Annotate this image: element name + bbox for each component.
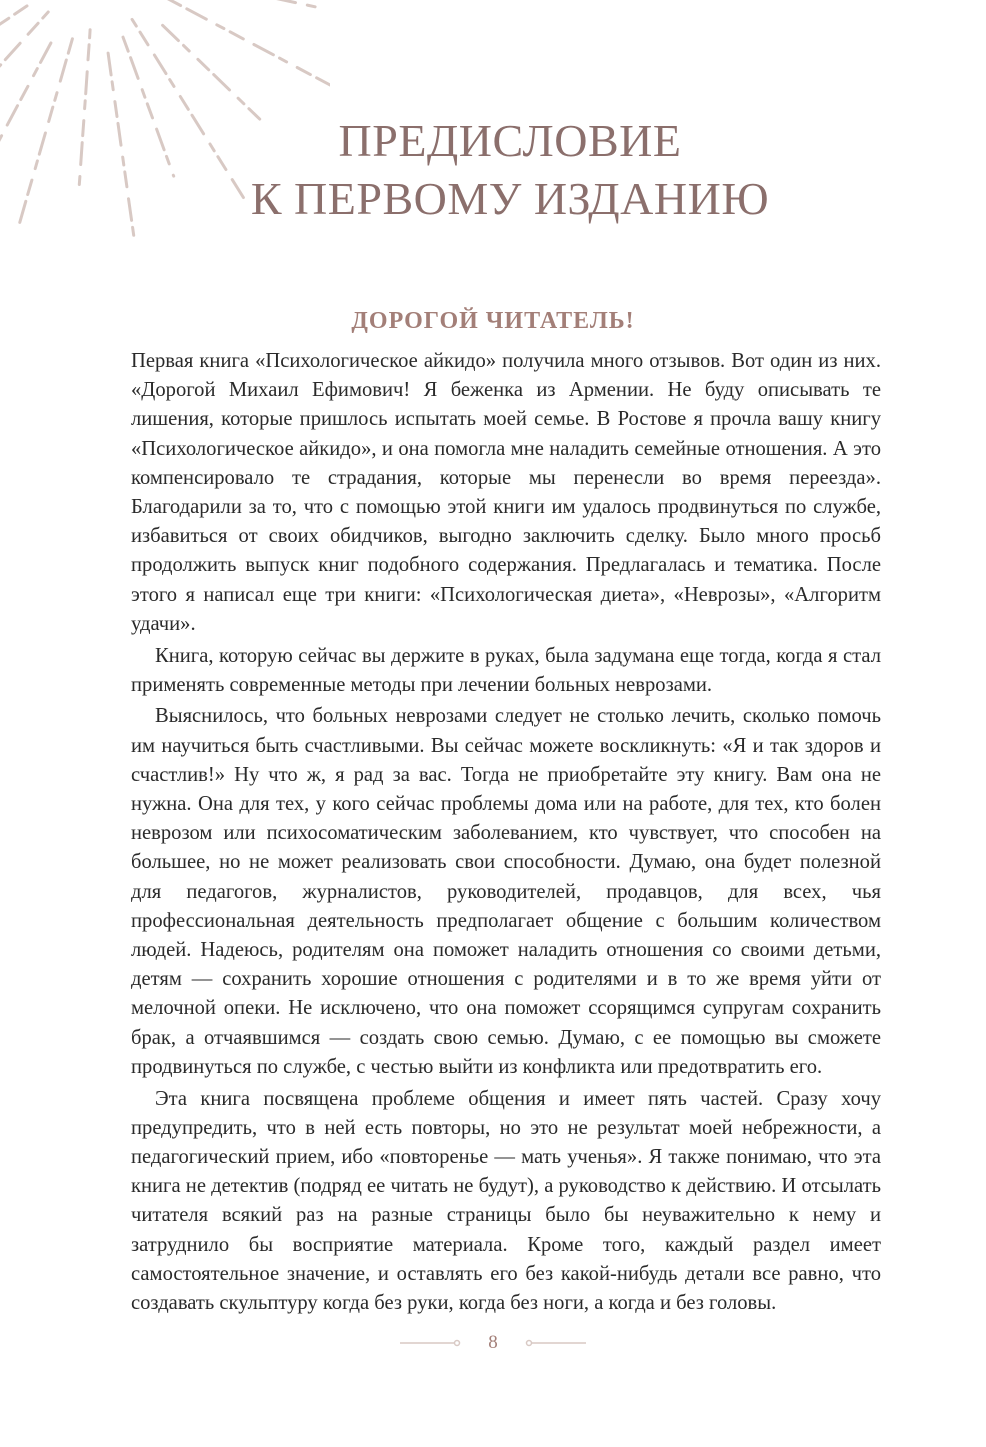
ray-dash — [280, 58, 287, 62]
ray-dash — [154, 55, 166, 74]
ray-dash — [0, 136, 2, 143]
ray-dash — [118, 123, 121, 145]
ray-dash — [41, 43, 51, 62]
ray-dash — [28, 23, 38, 34]
ray-dash — [274, 0, 296, 3]
ray-dash — [43, 12, 48, 18]
ray-dash — [55, 93, 57, 101]
ray-dash — [90, 30, 91, 38]
ray-dash — [132, 19, 136, 26]
footer-ornament-right — [524, 1338, 588, 1348]
ray-dash — [123, 37, 128, 51]
ray-dash — [184, 45, 190, 51]
chapter-title — [200, 112, 820, 228]
ray-dash — [238, 98, 244, 104]
ray-dash — [131, 58, 139, 79]
ray-dash — [254, 45, 274, 55]
ray-dash — [157, 129, 165, 150]
ray-dash — [170, 80, 174, 87]
ray-dash — [129, 199, 132, 221]
ray-dash — [123, 157, 124, 165]
ray-dash — [125, 172, 127, 187]
page-number: 8 — [488, 1332, 498, 1353]
ray-dash — [35, 161, 37, 169]
ray-dash — [317, 78, 330, 88]
paragraph-3: Выяснилось, что больных неврозами следует не столько лечить, сколько помочь им научиться быть счастливыми. Вы сейчас можете воскликнуть: «Я и так здоров и счастлив!» Ну что ж, я рад за вас. Тогда не приобретайте эту книгу. Вам она не нужна. Она для тех, у кого сейчас проблемы дома или на работе, для тех, кто болен неврозом или психосоматическим заболеванием, кто чувствует, что способен на большее, но не может реализовать свои способности. Думаю, она будет полезной для педагогов, журналистов, руководителей, продавцов, для всех, чья профессиональная деятельность предполагает общение с большим количеством людей. Надеюсь, родителям она поможет наладить отношения со своими детьми, детям — сохранить хорошие отношения с родителями и в то же время уйти от мелочной опеки. Не исключено, что она поможет ссорящимся супругам сохранить брак, а отчаявшимся — создать свою семью. Думаю, с ее помощью вы сможете продвинуться по службе, с честью выйти из конфликта или предотвратить его. — [131, 705, 881, 1078]
chapter-title-line-2: К ПЕРВОМУ ИЗДАНИЮ — [250, 173, 770, 224]
ray-dash — [49, 107, 53, 121]
ray-dash — [297, 68, 310, 75]
ray-dash — [15, 6, 27, 14]
ray-dash — [85, 101, 86, 109]
footer-ornament-left — [398, 1338, 462, 1348]
ray-dash — [167, 156, 170, 164]
page-footer — [0, 1332, 986, 1354]
ray-dash — [108, 53, 111, 75]
ray-dash — [180, 97, 188, 110]
ray-dash — [230, 32, 243, 39]
ray-dash — [147, 104, 152, 118]
section-subtitle: ДОРОГОЙ ЧИТАТЕЛЬ! — [351, 308, 635, 334]
ray-dash — [20, 201, 26, 222]
paragraph-1: Первая книга «Психологическое айкидо» получила много отзывов. Вот один из них. «Дорогой Михаил Ефимович! Я беженка из Армении. Не буду описывать те лишения, которые пришлось испытать моей семье. В Ростове я прочла вашу книгу «Психологическое айкидо», и она помогла мне наладить семейные отношения. А это компенсировало те страдания, которые мы перенесли во время переезда». Благодарили за то, что с помощью этой книги им удалось продвинуться по службе, избавиться от своих обидчиков, выгодно заключить сделку. Было много просьб продолжить выпуск книг подобного содержания. Предлагалась и тематика. После этого я написал еще три книги: «Психологическая диета», «Неврозы», «Алгоритм удачи». — [131, 350, 881, 635]
ray-dash — [81, 143, 83, 165]
ray-dash — [115, 102, 117, 117]
paragraph-2: Книга, которую сейчас вы держите в руках, была задумана еще тогда, когда я стал применять современные методы при лечении больных неврозами. — [131, 644, 881, 696]
ray-dash — [34, 69, 38, 76]
ray-dash — [28, 180, 32, 194]
paragraph-4: Эта книга посвящена проблеме общения и имеет пять частей. Сразу хочу предупредить, что в ней есть повторы, но это не результат моей небрежности, а педагогический прием, ибо «повторенье — мать ученья». Я также понимаю, что эта книга не детектив (подряд ее читать не будут), а руководство к действию. И отсылать читателя всякий раз на разные страницы было бы неуважительно к нему и затруднило бы восприятие материала. Кроме того, каждый раздел имеет самостоятельное значение, и оставлять его без какой-нибудь детали все равно, что создавать скульптуру когда без руки, когда без ноги, а когда и без головы. — [131, 1087, 881, 1314]
ray-dash — [112, 82, 113, 90]
ray-dash — [83, 121, 84, 136]
ray-dash — [187, 9, 207, 19]
ray-dash — [142, 90, 145, 98]
ray-dash — [167, 0, 180, 6]
ray-dash — [39, 133, 45, 154]
ray-dash — [60, 60, 66, 81]
ray-dash — [88, 45, 89, 60]
ray-dash — [163, 25, 179, 40]
ray-dash — [79, 177, 80, 185]
ray-dash — [5, 43, 20, 59]
ray-dash — [140, 32, 148, 45]
ray-dash — [217, 25, 224, 29]
ray-dash — [0, 18, 9, 30]
chapter-title-line-1: ПРЕДИСЛОВИЕ — [338, 115, 682, 166]
ray-dash — [7, 106, 17, 125]
ray-dash — [86, 72, 88, 94]
ray-dash — [133, 227, 134, 235]
ray-dash — [214, 75, 230, 90]
ray-dash — [198, 59, 209, 70]
ray-dash — [68, 39, 72, 53]
ray-dash — [21, 86, 28, 99]
body-text — [131, 347, 881, 1321]
ray-dash — [0, 65, 1, 71]
ray-dash — [307, 5, 315, 7]
